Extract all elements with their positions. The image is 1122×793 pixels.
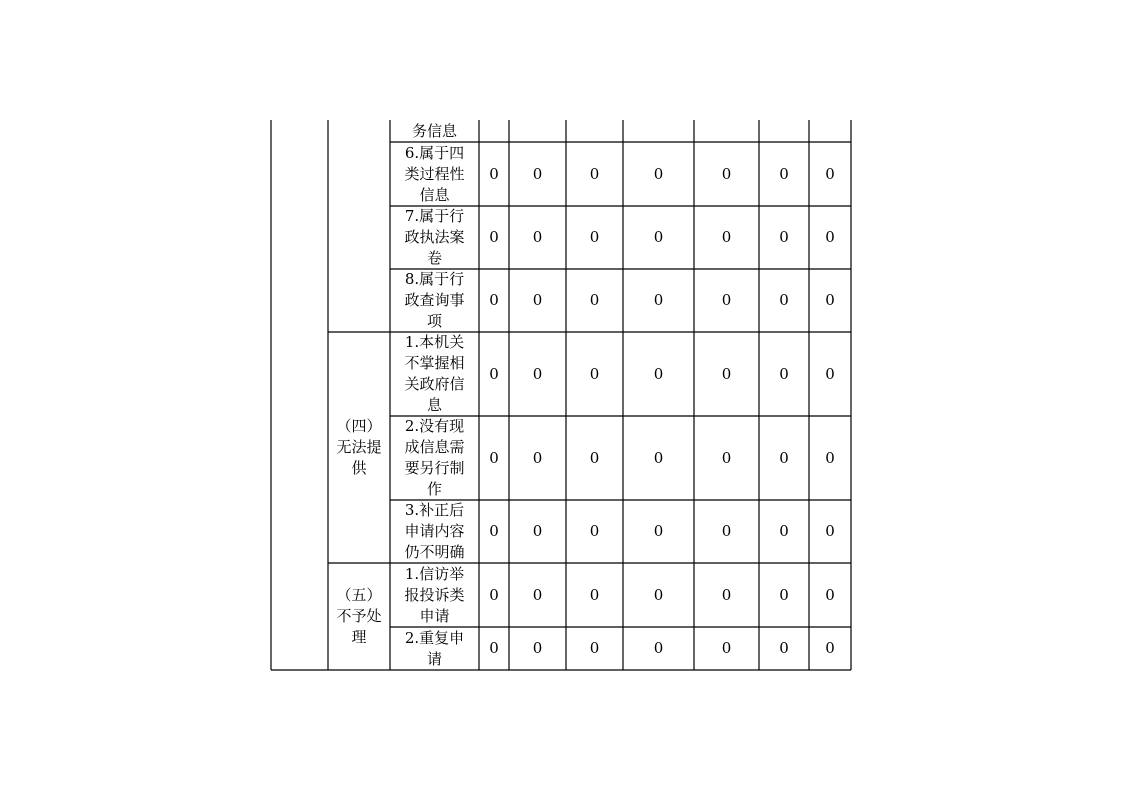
value-cell — [809, 500, 851, 563]
value-cell — [623, 332, 694, 416]
value-cell — [694, 627, 759, 670]
row-label-cell — [390, 120, 479, 142]
row-label: 2.重复申请 — [404, 628, 465, 668]
group-cell — [328, 332, 390, 563]
value-cell — [509, 500, 566, 563]
value: 0 — [779, 228, 789, 246]
value-cell — [509, 269, 566, 332]
value: 0 — [489, 291, 499, 309]
value-cell — [566, 500, 623, 563]
row-label-cell — [390, 500, 479, 563]
value: 0 — [589, 448, 600, 467]
value-cell — [479, 563, 509, 627]
value: 0 — [489, 522, 499, 540]
value-cell — [694, 269, 759, 332]
value: 0 — [489, 585, 499, 604]
value-cell — [566, 269, 623, 332]
value-cell — [479, 332, 509, 416]
value: 0 — [532, 522, 543, 540]
value-cell — [509, 416, 566, 500]
value: 0 — [653, 639, 664, 657]
value-cell — [694, 332, 759, 416]
value-cell — [479, 142, 509, 206]
value: 0 — [653, 228, 664, 246]
row-label: 8.属于行政查询事项 — [404, 270, 465, 330]
value: 0 — [779, 585, 789, 604]
value-cell — [623, 416, 694, 500]
value-cell — [479, 206, 509, 269]
value: 0 — [825, 364, 835, 383]
row-label-cell — [390, 206, 479, 269]
value: 0 — [589, 291, 600, 309]
value: 0 — [653, 585, 664, 604]
value: 0 — [653, 164, 664, 183]
value: 0 — [779, 364, 789, 383]
value-cell — [509, 332, 566, 416]
value: 0 — [653, 522, 664, 540]
row-label: 1.本机关不掌握相关政府信息 — [404, 333, 465, 414]
value-cell — [566, 627, 623, 670]
value-cell — [566, 206, 623, 269]
value-cell — [479, 627, 509, 670]
value: 0 — [653, 291, 664, 309]
row-label-cell — [390, 269, 479, 332]
value-cell — [623, 269, 694, 332]
row-label: 3.补正后申请内容仍不明确 — [404, 501, 465, 561]
value-cell — [566, 332, 623, 416]
group-label: （四）无法提供 — [336, 417, 382, 477]
value-cell — [509, 563, 566, 627]
value-cell — [809, 627, 851, 670]
value-cell — [623, 206, 694, 269]
value-cell — [509, 206, 566, 269]
group-label: （五）不予处理 — [336, 586, 382, 646]
value: 0 — [825, 585, 835, 604]
value-cell — [623, 500, 694, 563]
value: 0 — [589, 522, 600, 540]
value-cell — [809, 332, 851, 416]
value-cell — [694, 206, 759, 269]
value-cell — [809, 416, 851, 500]
value-cell — [809, 269, 851, 332]
row-label: 2.没有现成信息需要另行制作 — [404, 417, 465, 498]
group-cell — [328, 563, 390, 670]
value: 0 — [779, 639, 789, 657]
value: 0 — [721, 639, 732, 657]
value: 0 — [589, 585, 600, 604]
value: 0 — [721, 448, 732, 467]
value-cell — [623, 563, 694, 627]
value: 0 — [489, 364, 499, 383]
value: 0 — [721, 522, 732, 540]
value: 0 — [589, 164, 600, 183]
value-cell — [759, 500, 809, 563]
value: 0 — [721, 585, 732, 604]
value: 0 — [489, 164, 499, 183]
value: 0 — [589, 364, 600, 383]
value-cell — [566, 416, 623, 500]
value: 0 — [532, 448, 543, 467]
row-label-cell — [390, 563, 479, 627]
value: 0 — [532, 228, 543, 246]
value: 0 — [721, 291, 732, 309]
value: 0 — [532, 164, 543, 183]
value-cell — [509, 627, 566, 670]
value: 0 — [489, 228, 499, 246]
value: 0 — [779, 164, 789, 183]
value: 0 — [825, 228, 835, 246]
value: 0 — [489, 448, 499, 467]
value-cell — [809, 563, 851, 627]
value: 0 — [825, 164, 835, 183]
value: 0 — [532, 639, 543, 657]
value-cell — [694, 416, 759, 500]
value: 0 — [653, 448, 664, 467]
value-cell — [759, 142, 809, 206]
row-label-cell — [390, 332, 479, 416]
value-cell — [623, 627, 694, 670]
value-cell — [479, 416, 509, 500]
value: 0 — [825, 448, 835, 467]
value: 0 — [779, 291, 789, 309]
value-cell — [566, 563, 623, 627]
value: 0 — [779, 522, 789, 540]
value: 0 — [653, 364, 664, 383]
row-label: 务信息 — [411, 121, 457, 140]
value-cell — [759, 627, 809, 670]
value-cell — [694, 500, 759, 563]
value-cell — [509, 142, 566, 206]
value: 0 — [721, 364, 732, 383]
row-label: 6.属于四类过程性信息 — [404, 143, 465, 204]
value-cell — [759, 563, 809, 627]
value-cell — [623, 142, 694, 206]
value: 0 — [532, 364, 543, 383]
value: 0 — [779, 448, 789, 467]
value-cell — [479, 500, 509, 563]
value-cell — [809, 206, 851, 269]
value: 0 — [721, 164, 732, 183]
value-cell — [759, 206, 809, 269]
row-label-cell — [390, 142, 479, 206]
value-cell — [759, 269, 809, 332]
value-cell — [694, 142, 759, 206]
value-cell — [479, 269, 509, 332]
value: 0 — [589, 228, 600, 246]
value: 0 — [532, 291, 543, 309]
value-cell — [759, 332, 809, 416]
row-label-cell — [390, 416, 479, 500]
row-label: 7.属于行政执法案卷 — [404, 207, 465, 267]
value: 0 — [721, 228, 732, 246]
value: 0 — [825, 522, 835, 540]
value: 0 — [489, 639, 499, 657]
value: 0 — [825, 639, 835, 657]
value-cell — [566, 142, 623, 206]
value: 0 — [532, 585, 543, 604]
value-cell — [759, 416, 809, 500]
value-cell — [694, 563, 759, 627]
value-cell — [809, 142, 851, 206]
value: 0 — [589, 639, 600, 657]
row-label: 1.信访举报投诉类申请 — [404, 564, 465, 625]
row-label-cell — [390, 627, 479, 670]
value: 0 — [825, 291, 835, 309]
